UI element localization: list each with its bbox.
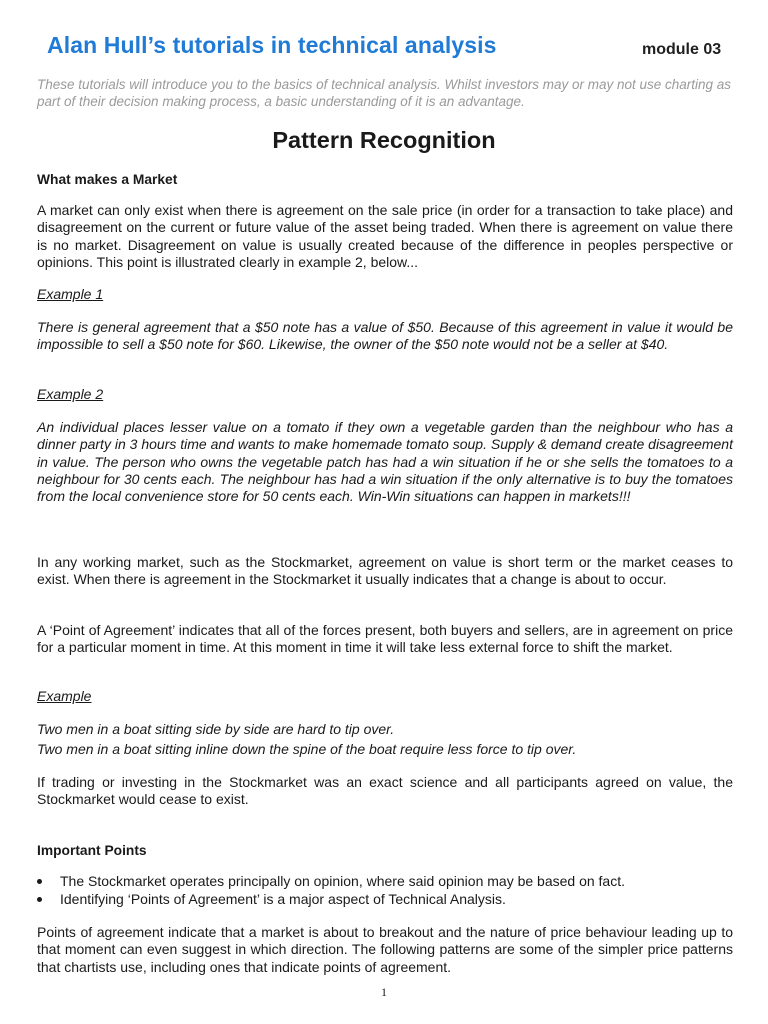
trading-paragraph: If trading or investing in the Stockmarket was an exact science and all participants agreed on value, the Stockmarket would cease to exist. [37, 774, 733, 808]
bullet-text: Identifying ‘Points of Agreement’ is a major aspect of Technical Analysis. [60, 890, 506, 907]
example-2-text: An individual places lesser value on a tomato if they own a vegetable garden than the neighbour who has a dinner party in 3 hours time and wants to make homemade tomato soup. Supply & demand create disagreement in value. The person who owns the vegetable patch has had a win situation if he or she sells the tomatoes to a neighbour for 30 cents each. The neighbour has had a win situation if the only alternative is to buy the tomatoes from the local convenience store for 50 cents each. Win-Win situations can happen in markets!!! [37, 419, 733, 505]
important-points-list [37, 873, 733, 908]
section-heading-important-points: Important Points [37, 843, 147, 858]
bullet-text: The Stockmarket operates principally on opinion, where said opinion may be based on fact. [60, 873, 625, 889]
page-title: Pattern Recognition [272, 127, 496, 153]
example-1-text: There is general agreement that a $50 note has a value of $50. Because of this agreement in value it would be impossible to sell a $50 note for $60. Likewise, the owner of the $50 note would not be a seller at $40. [37, 319, 733, 353]
example-2-label: Example 2 [37, 386, 104, 402]
list-item [37, 891, 733, 909]
module-number: module 03 [642, 41, 722, 58]
example-1-label: Example 1 [37, 286, 104, 302]
boat-example-line-1: Two men in a boat sitting side by side are hard to tip over. [37, 721, 395, 737]
tutorial-series-title: Alan Hull’s tutorials in technical analysis [47, 32, 497, 58]
section-heading-market: What makes a Market [37, 172, 178, 187]
example-label: Example [37, 688, 92, 704]
bullet-icon [37, 879, 42, 884]
closing-paragraph: Points of agreement indicate that a market is about to breakout and the nature of price behaviour leading up to that moment can even suggest in which direction. The following patterns are some of the simpler price patterns that chartists use, including ones that indicate points of agreement. [37, 924, 733, 975]
boat-example-line-2: Two men in a boat sitting inline down the spine of the boat require less force to tip over. [37, 741, 577, 757]
document-header [47, 32, 737, 68]
market-definition-paragraph: A market can only exist when there is agreement on the sale price (in order for a transaction to take place) and disagreement on the current or future value of the asset being traded. When there is agreement on value there is no market. Disagreement on value is usually created because of the difference in peoples perspective or opinions. This point is illustrated clearly in example 2, below... [37, 202, 733, 270]
page-number: 1 [381, 985, 387, 999]
working-market-paragraph: In any working market, such as the Stockmarket, agreement on value is short term or the market ceases to exist. When there is agreement in the Stockmarket it usually indicates that a change is about to occur. [37, 554, 733, 588]
intro-text: These tutorials will introduce you to the basics of technical analysis. Whilst investors may or may not use charting as part of their decision making process, a basic understanding of it is an advantage. [37, 77, 732, 109]
list-item [37, 873, 733, 891]
bullet-icon [37, 897, 42, 902]
point-of-agreement-paragraph: A ‘Point of Agreement’ indicates that all of the forces present, both buyers and sellers, are in agreement on price for a particular moment in time. At this moment in time it will take less external force to shift the market. [37, 622, 733, 656]
